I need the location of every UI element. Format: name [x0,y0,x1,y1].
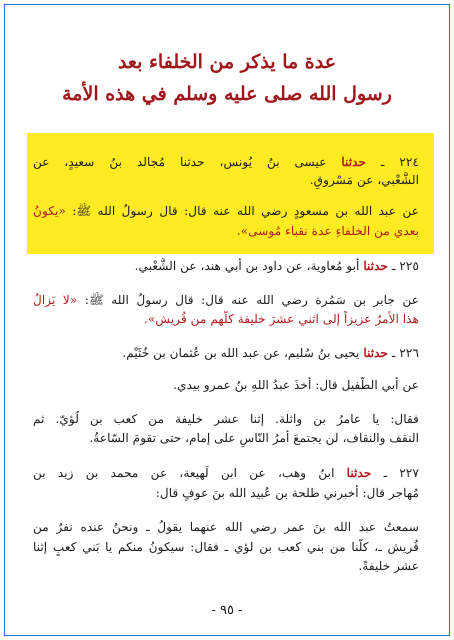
page [4,4,450,636]
line-text: عن أبي الطُّفيل قال: أخذَ عبدُ اللهِ بنُ عمرو بيدي. [173,378,419,392]
line-text: ابنُ وهب، عن ابن لَهيعة، عن محمد بن زيد بن [33,466,347,480]
text-line [33,411,419,428]
line-text: قُريش ـ، كلّنا من بني كعب بن لؤي ـ فقال: سيكونُ منكم يا بَني كعبٍ إثنا [33,540,419,554]
text-line [33,345,419,362]
line-text: عيسى بنُ يُونس، حدثنا مُجالد بنُ سعيدٍ، عن [33,155,342,169]
text-line [33,203,419,220]
page-content [5,5,449,635]
text-line [33,558,419,575]
hadith-number: ٢٢٦ ـ [388,346,419,360]
hadith-number: ٢٢٤ ـ [366,155,419,169]
text-line [33,430,419,447]
chapter-title-line-1: عدة ما يذكر من الخلفاء بعد [117,51,337,73]
narration-keyword: حدثنا [341,155,367,169]
text-line [33,539,419,556]
narration-keyword: حدثنا [363,259,389,273]
hadith-quote: «يكونُ [33,204,66,218]
text-line [33,485,419,502]
narration-keyword: حدثنا [363,346,389,360]
text-line [33,377,419,394]
text-line [33,292,419,309]
text-line [33,465,419,482]
hadith-quote: بعدي من الخلفاءِ عدة نقباء مُوسى». [236,224,419,238]
line-text: سمعتُ عبد الله بنَ عمر رضي الله عنهما يقولُ ـ ونحنُ عنده نفرٌ من [33,520,419,534]
line-text: النقف والنقاف، لن يجتمعَ أمرُ النّاسِ على إمام، حتى تقومَ السّاعةُ. [89,431,419,445]
text-line [33,223,419,240]
line-text: أبو مُعاوية، عن داود بن أبي هند، عن الشَّعْبي. [134,259,364,273]
line-text: مُهاجر قال: أخبرني طلحة بن عُبيد الله بنَ عوفٍ قال: [155,486,419,500]
line-text: عشر خليفةً. [358,559,419,573]
text-line [33,172,419,189]
narration-keyword: حدثنا [346,466,372,480]
line-text: فقال: يا عامرُ بن واثلة. إثنا عشر خليفة من كعب بن لُؤيّ. ثم [33,412,419,426]
hadith-quote: «لا يَزالُ [33,293,78,307]
line-text: عن جابر بن سَمُرة رضي الله عنه قال: قال رسولُ الله ﷺ: [77,293,419,307]
text-line [33,154,419,171]
text-line [33,311,419,328]
hadith-number: ٢٢٧ ـ [371,466,419,480]
hadith-quote: هذا الأمرُ عزيزاً إلى اثني عشرَ خليفة كلّهم من قُريش». [143,312,419,326]
line-text: عن عبد الله بن مسعودٍ رضي الله عنه قال: قال رسولُ الله ﷺ: [65,204,419,218]
line-text: يحيى بنُ سُليم، عن عبد الله بن عُثمان بن خُثَيْم. [122,346,364,360]
text-line [33,519,419,536]
page-number: - ٩٥ - [211,603,243,618]
line-text: الشَّعْبي، عن مَسْروقٍ. [309,173,419,187]
text-line [33,258,419,275]
chapter-title-line-2: رسول الله صلى عليه وسلم في هذه الأمة [62,83,392,105]
hadith-number: ٢٢٥ ـ [388,259,419,273]
